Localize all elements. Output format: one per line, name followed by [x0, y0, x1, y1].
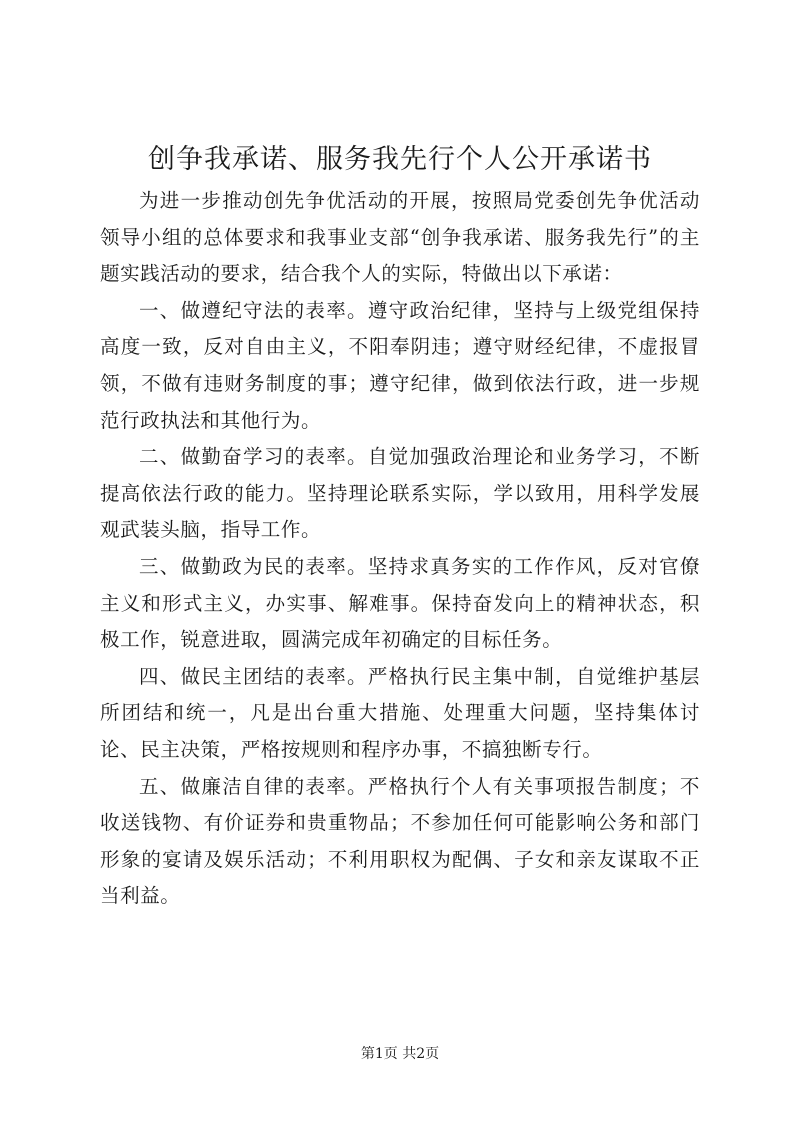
commitment-paragraph-2: 二、做勤奋学习的表率。自觉加强政治理论和业务学习，不断提高依法行政的能力。坚持理论联系实际，学以致用，用科学发展观武装头脑，指导工作。 — [100, 445, 700, 542]
commitment-paragraph-4: 四、做民主团结的表率。严格执行民主集中制，自觉维护基层所团结和统一，凡是出台重大措施、处理重大问题，坚持集体讨论、民主决策，严格按规则和程序办事，不搞独断专行。 — [100, 664, 700, 761]
commitment-paragraph-5: 五、做廉洁自律的表率。严格执行个人有关事项报告制度；不收送钱物、有价证券和贵重物品；不参加任何可能影响公务和部门形象的宴请及娱乐活动；不利用职权为配偶、子女和亲友谋取不正当利益。 — [100, 774, 700, 908]
commitment-paragraph-1: 一、做遵纪守法的表率。遵守政治纪律，坚持与上级党组保持高度一致，反对自由主义，不阳奉阴违；遵守财经纪律，不虚报冒领，不做有违财务制度的事；遵守纪律，做到依法行政，进一步规范行政执法和其他行为。 — [100, 298, 700, 432]
document-body — [100, 183, 700, 915]
page-number-footer: 第1页 共2页 — [360, 1046, 440, 1062]
commitment-paragraph-3: 三、做勤政为民的表率。坚持求真务实的工作作风，反对官僚主义和形式主义，办实事、解难事。保持奋发向上的精神状态，积极工作，锐意进取，圆满完成年初确定的目标任务。 — [100, 554, 700, 652]
intro-paragraph: 为进一步推动创先争优活动的开展，按照局党委创先争优活动领导小组的总体要求和我事业支部“创争我承诺、服务我先行”的主题实践活动的要求，结合我个人的实际，特做出以下承诺： — [100, 189, 700, 286]
document-title: 创争我承诺、服务我先行个人公开承诺书 — [148, 144, 652, 175]
